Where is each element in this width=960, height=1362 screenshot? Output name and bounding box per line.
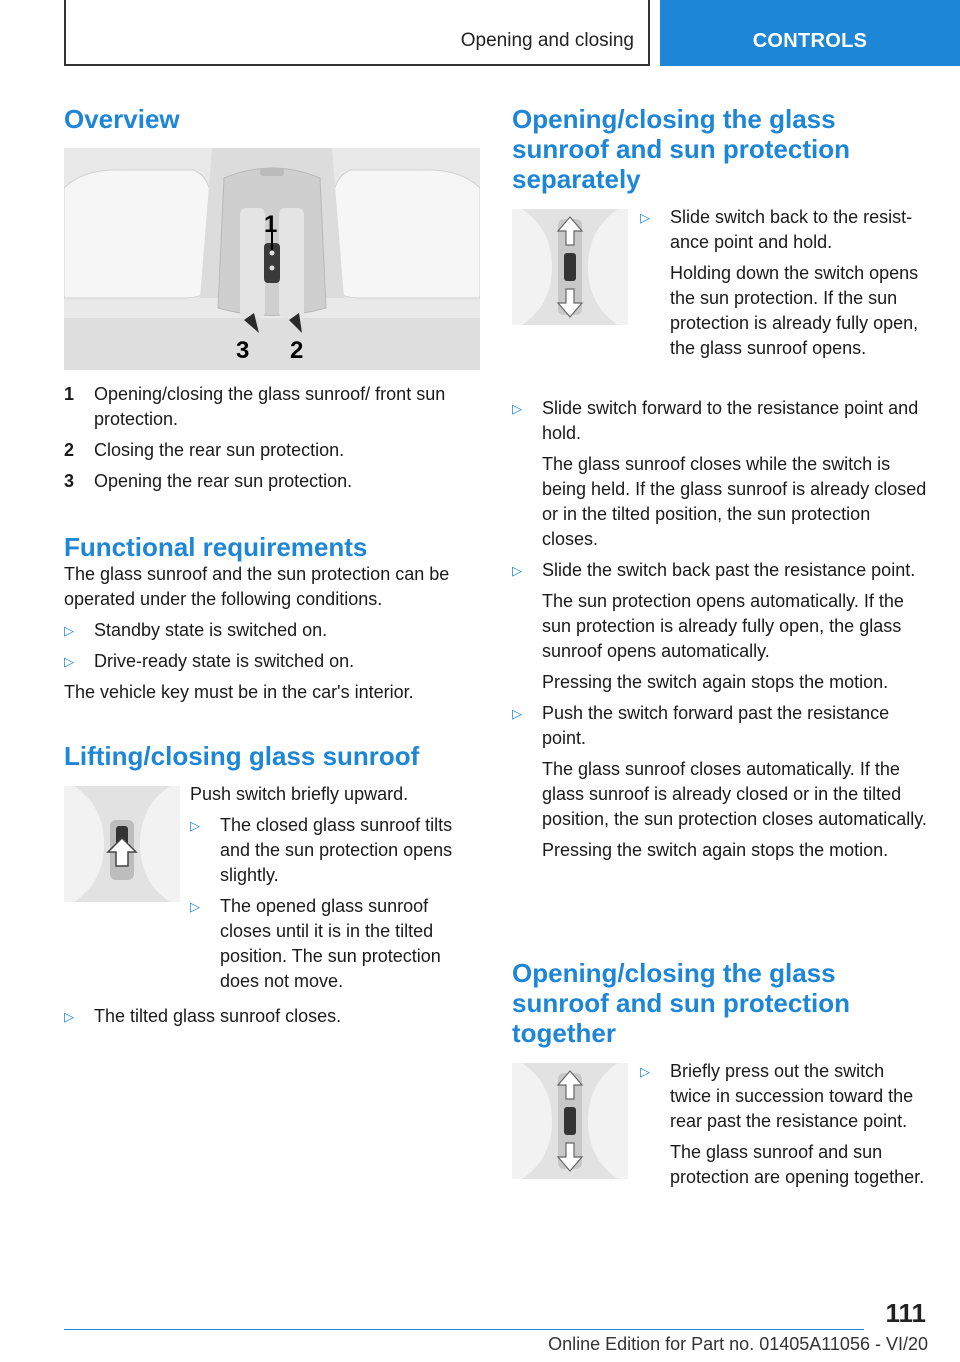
bullet-item xyxy=(190,894,480,994)
footer-divider xyxy=(64,1329,864,1330)
edition-text: Online Edition for Part no. 01405A11056 - VI/20 xyxy=(548,1334,928,1354)
functional-intro: The glass sunroof and the sun protection can be operated under the following conditions. xyxy=(64,564,450,609)
separately-heading: Opening/closing the glass sunroof and sun protection separately xyxy=(512,104,850,194)
bullet-text: Slide switch back to the resistance point and hold. xyxy=(670,207,913,252)
bullet-text: Briefly press out the switch twice in succession toward the rear past the resistance point. xyxy=(670,1061,914,1131)
bullet-item xyxy=(512,396,930,446)
overview-legend xyxy=(64,382,480,500)
bullet-text: The closed glass sunroof tilts and the sun protection opens slightly. xyxy=(220,815,453,885)
bullet-text: The opened glass sunroof closes until it is in the tilted position. The sun protection does not move. xyxy=(220,896,441,991)
bullet-triangle-icon: ▷ xyxy=(512,706,522,721)
bullet-item xyxy=(190,813,480,888)
header-section-title: Opening and closing xyxy=(460,30,634,51)
bullet-text: Push the switch forward past the resistance point. xyxy=(542,703,890,748)
lifting-intro: Push switch briefly upward. xyxy=(190,784,409,804)
bullet-detail: The glass sunroof and sun protection are opening together. xyxy=(670,1142,925,1187)
bullet-item xyxy=(64,1004,480,1029)
bullet-triangle-icon: ▷ xyxy=(190,818,200,833)
overview-heading: Overview xyxy=(64,104,180,134)
bullet-item xyxy=(640,205,930,255)
legend-item xyxy=(64,469,480,494)
legend-text: Opening/closing the glass sunroof/ front sun protection. xyxy=(94,384,446,429)
together-b1 xyxy=(640,1059,930,1190)
bullet-item xyxy=(64,618,480,643)
bullet-triangle-icon: ▷ xyxy=(64,654,74,669)
bullet-detail: Pressing the switch again stops the motion. xyxy=(542,672,889,692)
overhead-console-image xyxy=(64,148,480,370)
bullet-detail: Pressing the switch again stops the motion. xyxy=(542,840,889,860)
header-chapter-tab xyxy=(660,0,960,66)
switch-slide-twice-image xyxy=(512,1063,628,1179)
bullet-text: Slide switch forward to the resistance point and hold. xyxy=(542,398,919,443)
bullet-triangle-icon: ▷ xyxy=(64,623,74,638)
bullet-detail: The sun protection opens automatically. If the sun protection is already fully open, the glass sunroof opens automatically. xyxy=(542,591,904,661)
bullet-detail: The glass sunroof closes while the switch is being held. If the glass sunroof is already closed or in the tilted position, the sun protection closes. xyxy=(542,454,927,549)
legend-number: 1 xyxy=(64,384,75,404)
functional-section xyxy=(64,532,480,705)
bullet-triangle-icon: ▷ xyxy=(64,1009,74,1024)
bullet-detail: Holding down the switch opens the sun protection. If the sun protection is already fully open, the glass sunroof opens. xyxy=(670,263,919,358)
bullet-triangle-icon: ▷ xyxy=(640,210,650,225)
bullet-triangle-icon: ▷ xyxy=(640,1064,650,1079)
bullet-text: The tilted glass sunroof closes. xyxy=(94,1006,342,1026)
together-heading: Opening/closing the glass sunroof and sun protection together xyxy=(512,958,850,1048)
bullet-text: Slide the switch back past the resistance point. xyxy=(542,560,916,580)
switch-up-image xyxy=(64,786,180,902)
lifting-section xyxy=(190,782,480,994)
bullet-text: Drive-ready state is switched on. xyxy=(94,651,355,671)
legend-item xyxy=(64,438,480,463)
separately-rest xyxy=(512,390,930,863)
bullet-detail: The glass sunroof closes automatically. If the glass sunroof is already closed or in the tilted position, the sun protection closes automatically. xyxy=(542,759,927,829)
bullet-triangle-icon: ▷ xyxy=(190,899,200,914)
legend-item xyxy=(64,382,480,432)
legend-number: 3 xyxy=(64,471,75,491)
separately-b1 xyxy=(640,205,930,361)
figure-label-3: 3 xyxy=(236,337,250,364)
functional-outro: The vehicle key must be in the car's interior. xyxy=(64,682,414,702)
bullet-triangle-icon: ▷ xyxy=(512,401,522,416)
bullet-item xyxy=(512,701,930,751)
header-section-box xyxy=(64,0,650,66)
legend-text: Closing the rear sun protection. xyxy=(94,440,345,460)
bullet-item xyxy=(640,1059,930,1134)
switch-slide-image xyxy=(512,209,628,325)
bullet-text: Standby state is switched on. xyxy=(94,620,328,640)
header-chapter-label: CONTROLS xyxy=(752,30,868,52)
legend-number: 2 xyxy=(64,440,75,460)
page-number: 111 xyxy=(885,1298,926,1328)
bullet-item xyxy=(512,558,930,583)
functional-heading: Functional requirements xyxy=(64,532,368,562)
bullet-item xyxy=(64,649,480,674)
legend-text: Opening the rear sun protection. xyxy=(94,471,353,491)
lifting-heading: Lifting/closing glass sunroof xyxy=(64,741,420,771)
bullet-triangle-icon: ▷ xyxy=(512,563,522,578)
figure-label-2: 2 xyxy=(290,337,304,364)
figure-label-1: 1 xyxy=(264,211,278,238)
